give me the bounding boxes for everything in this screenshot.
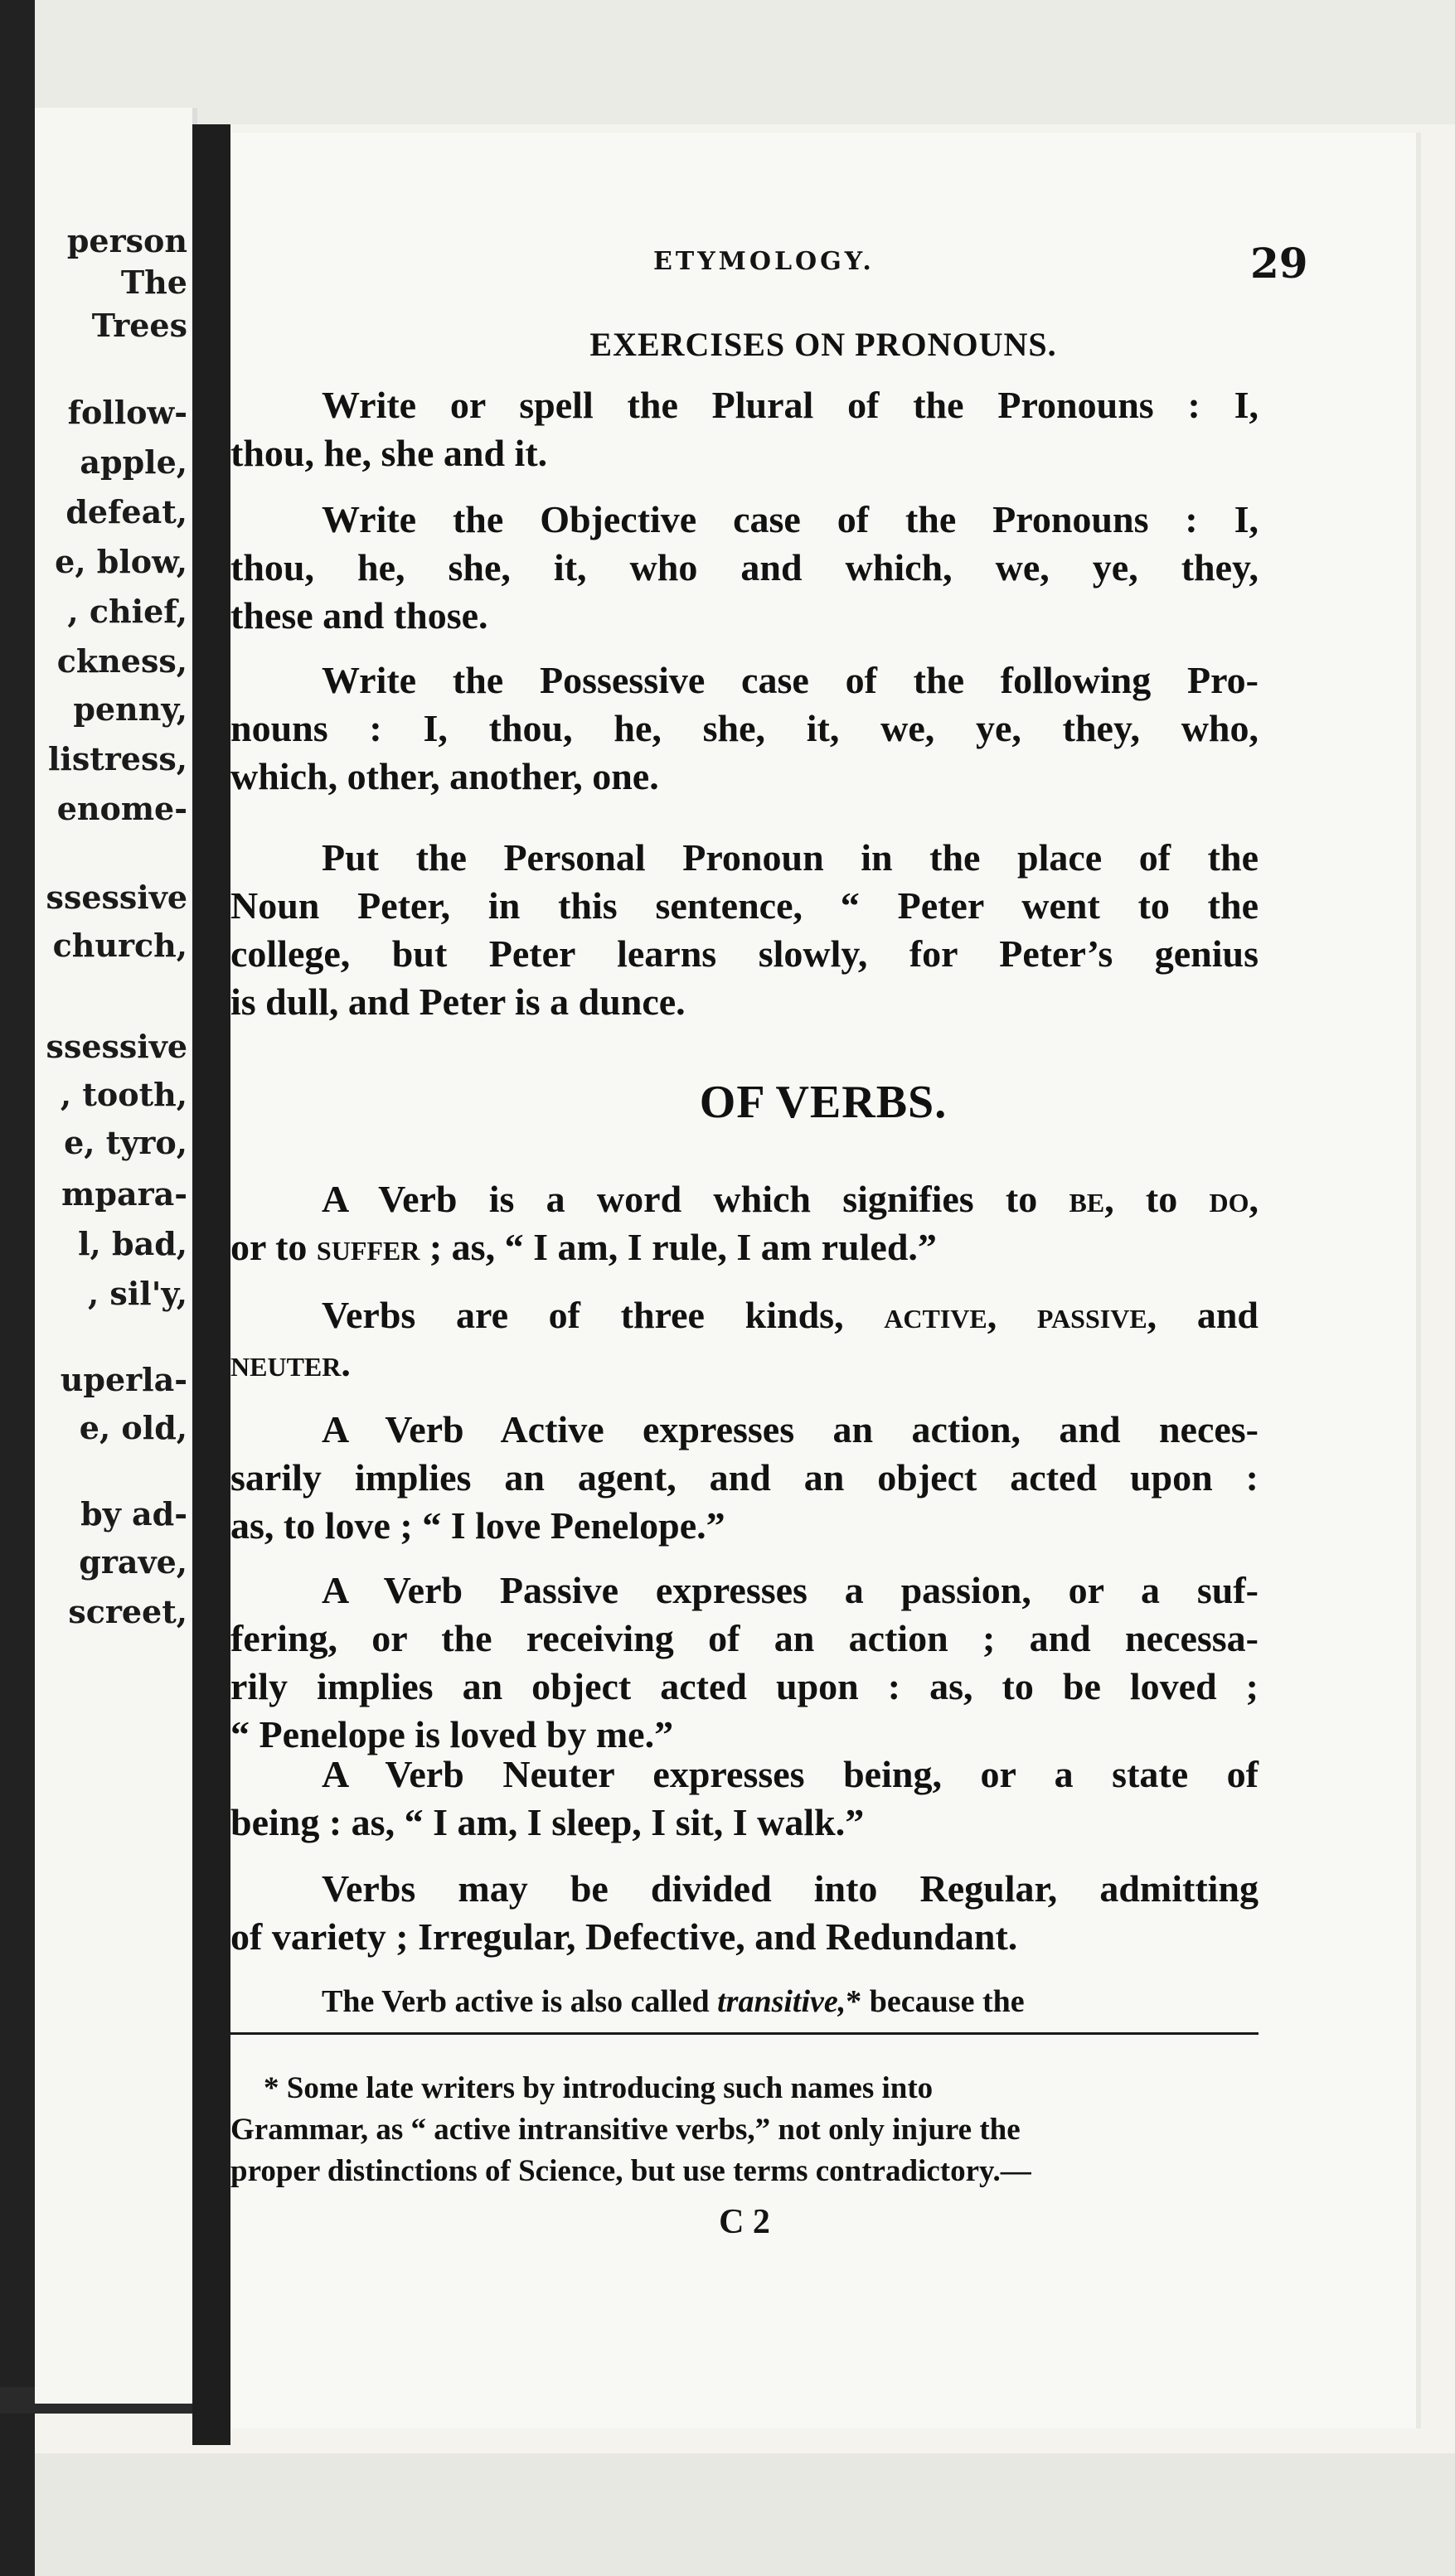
text-line: being : as, “ I am, I sleep, I sit, I walk.” <box>230 1801 865 1843</box>
text-line: A Verb Active expresses an action, and neces- <box>322 1408 1259 1450</box>
facing-page-fragment: e, tyro, <box>64 1124 187 1161</box>
text-line: which, other, another, one. <box>230 755 659 797</box>
facing-page-fragment: e, old, <box>79 1409 187 1446</box>
text-line: Write the Possessive case of the following Pro- <box>322 659 1259 701</box>
signature-mark: C 2 <box>719 2203 770 2241</box>
paragraph <box>230 381 1259 477</box>
facing-page-fragment: listress, <box>47 740 187 777</box>
footnote-rule <box>230 2032 1259 2035</box>
text-line: Write the Objective case of the Pronouns : I, <box>322 498 1259 540</box>
facing-page-fragment: penny, <box>73 690 187 728</box>
paragraph <box>230 1566 1259 1759</box>
facing-page-fragment: screet, <box>68 1593 187 1630</box>
footnote-line: * Some late writers by introducing such names into <box>264 2071 934 2105</box>
paragraph <box>230 1978 1259 2026</box>
facing-page-fragment: mpara- <box>61 1175 187 1213</box>
paragraph <box>230 496 1259 640</box>
facing-page-fragment: l, bad, <box>78 1225 187 1262</box>
text-line: as, to love ; “ I love Penelope.” <box>230 1504 725 1547</box>
text-line: fering, or the receiving of an action ; and necessa- <box>230 1617 1259 1659</box>
facing-page-fragment: Trees <box>91 307 187 344</box>
paragraph <box>230 1175 1259 1271</box>
text-line: or to suffer ; as, “ I am, I rule, I am ruled.” <box>230 1226 937 1268</box>
text-line: Verbs are of three kinds, active, passive, and <box>322 1294 1259 1336</box>
facing-page-fragment: defeat, <box>65 493 187 530</box>
text-line: is dull, and Peter is a dunce. <box>230 981 686 1023</box>
facing-page-fragment: , chief, <box>67 593 187 630</box>
facing-page-fragment: , sil'y, <box>87 1275 187 1312</box>
text-line: Noun Peter, in this sentence, “ Peter went to the <box>230 884 1259 927</box>
text-line: A Verb Neuter expresses being, or a state of <box>322 1753 1259 1795</box>
facing-page-fragment: by ad- <box>80 1495 187 1533</box>
film-margin-bottom <box>0 2453 1455 2576</box>
facing-page-fragment: e, blow, <box>55 543 187 580</box>
paragraph <box>230 1865 1259 1961</box>
book-page <box>230 133 1416 2428</box>
facing-page-fragment: ckness, <box>56 642 187 680</box>
text-line: thou, he, she and it. <box>230 432 548 474</box>
footnote-line: proper distinctions of Science, but use terms contradictory.— <box>230 2154 1031 2188</box>
text-line: The Verb active is also called transitive,* because the <box>322 1984 1025 2019</box>
text-line: Put the Personal Pronoun in the place of the <box>322 836 1259 879</box>
text-line: A Verb is a word which signifies to be, to do, <box>322 1178 1259 1220</box>
facing-page-fragment: grave, <box>79 1543 187 1581</box>
scan-edge-left <box>0 0 35 2576</box>
paragraph <box>230 1750 1259 1847</box>
text-line: college, but Peter learns slowly, for Peter’s genius <box>230 932 1259 975</box>
text-line: nouns : I, thou, he, she, it, we, ye, they, who, <box>230 707 1259 749</box>
verbs-heading: OF VERBS. <box>699 1077 948 1128</box>
exercises-heading: EXERCISES ON PRONOUNS. <box>589 326 1057 363</box>
film-margin-top <box>0 0 1455 124</box>
running-head <box>230 239 1416 288</box>
text-line: of variety ; Irregular, Defective, and Redundant. <box>230 1915 1018 1958</box>
text-line: “ Penelope is loved by me.” <box>230 1713 674 1755</box>
text-line: rily implies an object acted upon : as, to be loved ; <box>230 1665 1259 1707</box>
text-line: Write or spell the Plural of the Pronouns : I, <box>322 384 1259 426</box>
facing-page-fragment: , tooth, <box>60 1076 187 1113</box>
paragraph <box>230 834 1259 1026</box>
footnote <box>230 2068 1259 2192</box>
text-line: thou, he, she, it, who and which, we, ye, they, <box>230 546 1259 588</box>
facing-page-fragment: The <box>120 264 187 301</box>
text-line: A Verb Passive expresses a passion, or a suf- <box>322 1569 1259 1611</box>
running-head-title: ETYMOLOGY. <box>653 247 875 276</box>
facing-page-fragment: ssessive <box>46 1028 187 1065</box>
facing-page-fragment: person <box>66 222 187 259</box>
page-number: 29 <box>1250 239 1308 288</box>
facing-page-fragment: uperla- <box>60 1361 187 1398</box>
text-line: neuter. <box>230 1342 351 1384</box>
paragraph <box>230 1406 1259 1550</box>
facing-page-fragment: ssessive <box>46 879 187 916</box>
binding-gutter <box>192 124 230 2445</box>
facing-page-fragment: enome- <box>56 790 187 827</box>
text-line: sarily implies an agent, and an object acted upon : <box>230 1456 1259 1499</box>
facing-page-fragment: apple, <box>80 443 187 481</box>
footnote-line: Grammar, as “ active intransitive verbs,” not only injure the <box>230 2113 1021 2147</box>
text-line: Verbs may be divided into Regular, admitting <box>322 1867 1259 1910</box>
paragraph <box>230 1291 1259 1387</box>
facing-page-fragment: church, <box>52 927 187 964</box>
facing-page-sliver <box>35 108 197 2404</box>
paragraph <box>230 656 1259 801</box>
text-line: these and those. <box>230 594 488 637</box>
facing-page-fragment: follow- <box>67 394 187 431</box>
